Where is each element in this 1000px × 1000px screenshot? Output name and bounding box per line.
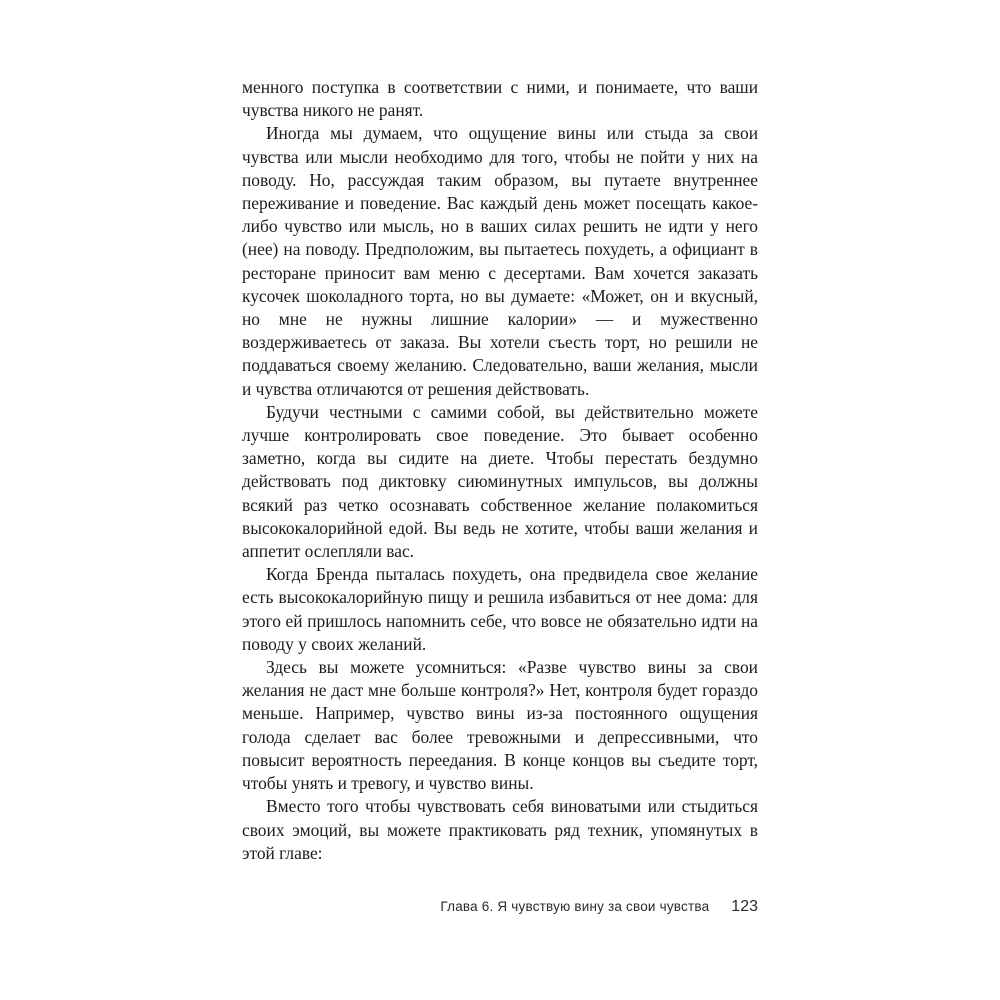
paragraph-brenda-example: Когда Бренда пыталась похудеть, она предвидела свое желание есть высококалорийную пищу и решила избавиться от нее дома: для этого ей пришлось напомнить себе, что вовсе не обязательно идти на поводу у своих желаний. [242,564,758,654]
paragraph-techniques-intro: Вместо того чтобы чувствовать себя виноватыми или стыдиться своих эмоций, вы можете практиковать ряд техник, упомянутых в этой главе: [242,796,758,863]
paragraph-doubt-question: Здесь вы можете усомниться: «Разве чувство вины за свои желания не даст мне больше контроля?» Нет, контроля будет гораздо меньше. Например, чувство вины из-за постоянного ощущения голода сделает вас более тревожными и депрессивными, что повысит вероятность переедания. В конце концов вы съедите торт, чтобы унять и тревогу, и чувство вины. [242,657,758,794]
paragraph-continuation: менного поступка в соответствии с ними, и понимаете, что ваши чувства никого не ранят. [242,77,758,121]
body-text [242,76,758,865]
paragraph-guilt-and-behavior: Иногда мы думаем, что ощущение вины или стыда за свои чувства или мысли необходимо для того, чтобы не пойти у них на поводу. Но, рассуждая таким образом, вы путаете внутреннее переживание и поведение. Вас каждый день может посещать какое-либо чувство или мысль, но в ваших силах решить не идти у него (нее) на поводу. Предположим, вы пытаетесь похудеть, а официант в ресторане приносит вам меню с десертами. Вам хочется заказать кусочек шоколадного торта, но вы думаете: «Может, он и вкусный, но мне не нужны лишние калории» — и мужественно воздерживаетесь от заказа. Вы хотели съесть торт, но решили не поддаваться своему желанию. Следовательно, ваши желания, мысли и чувства отличаются от решения действовать. [242,123,758,399]
page-number: 123 [731,898,758,915]
running-head: Глава 6. Я чувствую вину за свои чувства [440,899,710,914]
page-footer [242,898,758,924]
paragraph-honesty-control: Будучи честными с самими собой, вы действительно можете лучше контролировать свое поведение. Это бывает особенно заметно, когда вы сидите на диете. Чтобы перестать бездумно действовать под диктовку сиюминутных импульсов, вы должны всякий раз четко осознавать собственное желание полакомиться высококалорийной едой. Вы ведь не хотите, чтобы ваши желания и аппетит ослепляли вас. [242,401,758,562]
